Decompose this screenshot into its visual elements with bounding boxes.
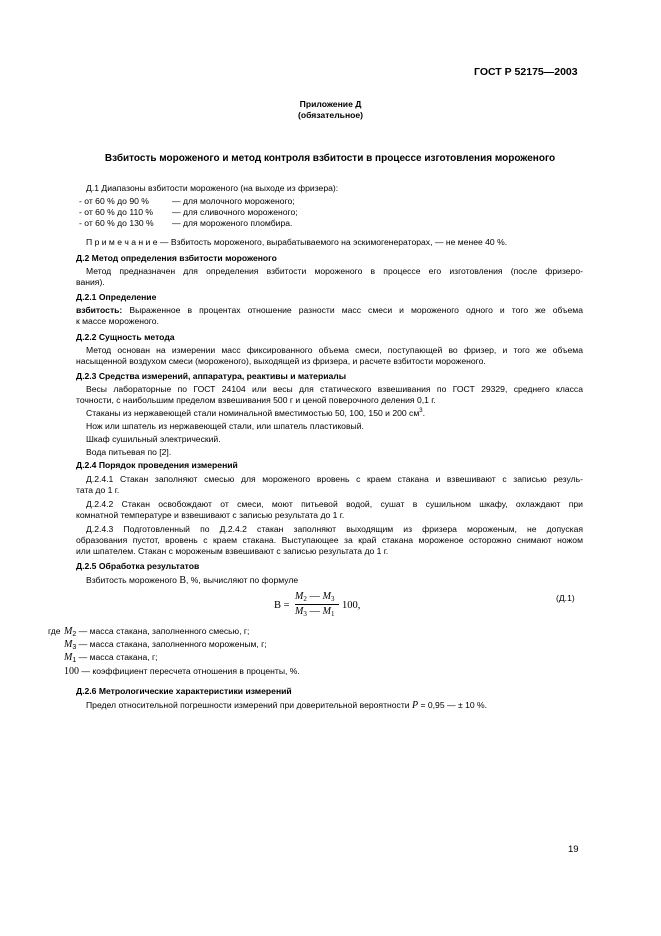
- d25-intro: [86, 575, 298, 586]
- d1-range-item: [79, 218, 292, 229]
- where-item: [64, 666, 300, 677]
- d24-p2-line: Д.2.4.2 Стакан освобождают от смеси, моют питьевой водой, сушат в сушильном шкафу, охлаждают при: [86, 499, 583, 509]
- d23-cabinet: Шкаф сушильный электрический.: [86, 434, 221, 444]
- where-symbol: M: [64, 626, 73, 637]
- where-symbol: M: [64, 652, 73, 663]
- page-number: 19: [568, 844, 579, 855]
- d24-p3-line: образования пустот, вровень с краем стакана. Выступающее за край стакана мороженое осторожно снимают ножом: [76, 535, 583, 545]
- d24-p2-line: комнатной температуре и взвешивают с записью результата до 1 г.: [76, 510, 345, 520]
- d21-term: взбитость:: [76, 305, 123, 315]
- formula-mass-symbol: M: [322, 591, 331, 602]
- where-description: — масса стакана, заполненного мороженым, г;: [78, 639, 267, 649]
- d24-title: Д.2.4 Порядок проведения измерений: [76, 460, 238, 470]
- d26-title: Д.2.6 Метрологические характеристики измерений: [76, 686, 292, 696]
- annex-title: Приложение Д: [299, 99, 362, 109]
- d1-intro: Д.1 Диапазоны взбитости мороженого (на выходе из фризера):: [86, 183, 339, 193]
- d1-range-item: [79, 196, 295, 207]
- d24-p1-line: Д.2.4.1 Стакан заполняют смесью для мороженого вровень с краем стакана и взвешивают с записью резуль-: [86, 474, 583, 484]
- d26-text-part: = 0,95 — ± 10 %.: [418, 700, 488, 710]
- d24-p3-line: или шпателем. Стакан с мороженым взвешивают с записью результата до 1 г.: [76, 546, 389, 556]
- d21-definition-line: к массе мороженого.: [76, 316, 159, 326]
- where-symbol: 100: [64, 666, 79, 677]
- d22-text-line: Метод основан на измерении масс фиксированного объема смеси, поступающей во фризер, и того же объема: [86, 345, 583, 355]
- d23-water: Вода питьевая по [2].: [86, 447, 172, 457]
- formula-fraction-bar: [295, 604, 339, 605]
- d2-intro-line: Метод предназначен для определения взбитости мороженого в процессе его изготовления (после фризеро-: [86, 266, 583, 276]
- where-subscript: 1: [72, 657, 77, 664]
- d22-text-line: насыщенной воздухом смеси (мороженого), выходящей из фризера, и расчете взбитости мороженого.: [76, 356, 486, 366]
- formula-mass-symbol: M: [322, 606, 331, 617]
- annex-status: (обязательное): [297, 110, 364, 120]
- where-description: — масса стакана, заполненного смесью, г;: [78, 626, 250, 636]
- d1-range-value: - от 60 % до 110 %: [79, 207, 154, 217]
- d1-note: П р и м е ч а н и е — Взбитость мороженого, вырабатываемого на эскимогенераторах, — не менее 40 %.: [86, 237, 508, 247]
- where-description: — масса стакана, г;: [78, 652, 158, 662]
- d25-intro-text: , %, вычисляют по формуле: [186, 575, 299, 585]
- where-symbol: M: [64, 639, 73, 650]
- formula-number: (Д.1): [556, 593, 575, 603]
- d1-range-value: - от 60 % до 130 %: [79, 218, 154, 228]
- d1-range-desc: — для мороженого пломбира.: [172, 218, 293, 228]
- d21-definition-text: Выраженное в процентах отношение разности масс смеси и мороженого одного и того же объема: [122, 305, 583, 315]
- d23-cups-period: .: [422, 408, 425, 418]
- document-id: ГОСТ Р 52175—2003: [474, 66, 578, 78]
- formula-subscript: 3: [303, 610, 307, 618]
- d21-definition-line: [76, 305, 583, 316]
- where-prefix: где: [48, 626, 61, 636]
- formula-subscript: 3: [330, 595, 335, 603]
- where-subscript: 2: [72, 631, 77, 638]
- formula-subscript: 2: [303, 595, 307, 603]
- where-item: [48, 626, 249, 640]
- d23-scales-line: Весы лабораторные по ГОСТ 24104 или весы для статического взвешивания по ГОСТ 29329, среднего класса: [86, 384, 583, 394]
- d25-intro-text: Взбитость мороженого: [86, 575, 177, 585]
- d23-cups: [86, 408, 425, 419]
- d22-title: Д.2.2 Сущность метода: [76, 332, 175, 342]
- formula-mass-symbol: M: [295, 606, 304, 617]
- d26-symbol-p: P: [411, 700, 419, 711]
- d1-range-item: [79, 207, 298, 218]
- d23-scales-line: точности, с наибольшим пределом взвешивания 500 г и ценой поверочного деления 0,1 г.: [76, 395, 436, 405]
- where-item: [64, 639, 267, 653]
- d23-knife: Нож или шпатель из нержавеющей стали, или шпатель пластиковый.: [86, 421, 364, 431]
- formula-operator: —: [306, 606, 323, 617]
- d1-range-value: - от 60 % до 90 %: [79, 196, 149, 206]
- d25-symbol-b: B: [179, 575, 187, 586]
- formula-coefficient: 100,: [342, 600, 361, 611]
- d23-cups-superscript: 3: [419, 408, 423, 414]
- where-description: — коэффициент пересчета отношения в проценты, %.: [81, 666, 300, 676]
- d23-title: Д.2.3 Средства измерений, аппаратура, реактивы и материалы: [76, 371, 347, 381]
- annex-heading: Взбитость мороженого и метод контроля взбитости в процессе изготовления мороженого: [104, 153, 556, 164]
- d26-text: [86, 700, 487, 711]
- d24-p3-line: Д.2.4.3 Подготовленный по Д.2.4.2 стакан заполняют выходящим из фризера мороженым, не допуская: [86, 524, 583, 534]
- d24-p1-line: тата до 1 г.: [76, 485, 120, 495]
- d2-intro-line: вания).: [76, 277, 105, 287]
- formula-lhs: B =: [274, 600, 290, 611]
- formula-denominator: [295, 606, 334, 620]
- where-subscript: 3: [72, 644, 77, 651]
- d25-title: Д.2.5 Обработка результатов: [76, 561, 200, 571]
- d23-cups-text: Стаканы из нержавеющей стали номинальной вместимостью 50, 100, 150 и 200 см: [86, 408, 420, 418]
- formula-operator: —: [306, 591, 323, 602]
- d1-range-desc: — для сливочного мороженого;: [172, 207, 298, 217]
- d26-text-part: Предел относительной погрешности измерений при доверительной вероятности: [86, 700, 412, 710]
- formula-mass-symbol: M: [295, 591, 304, 602]
- d1-range-desc: — для молочного мороженого;: [172, 196, 295, 206]
- where-item: [64, 652, 158, 666]
- formula-subscript: 1: [330, 610, 335, 618]
- d2-title: Д.2 Метод определения взбитости мороженого: [76, 253, 277, 263]
- formula-numerator: [295, 591, 334, 605]
- d21-title: Д.2.1 Определение: [76, 292, 157, 302]
